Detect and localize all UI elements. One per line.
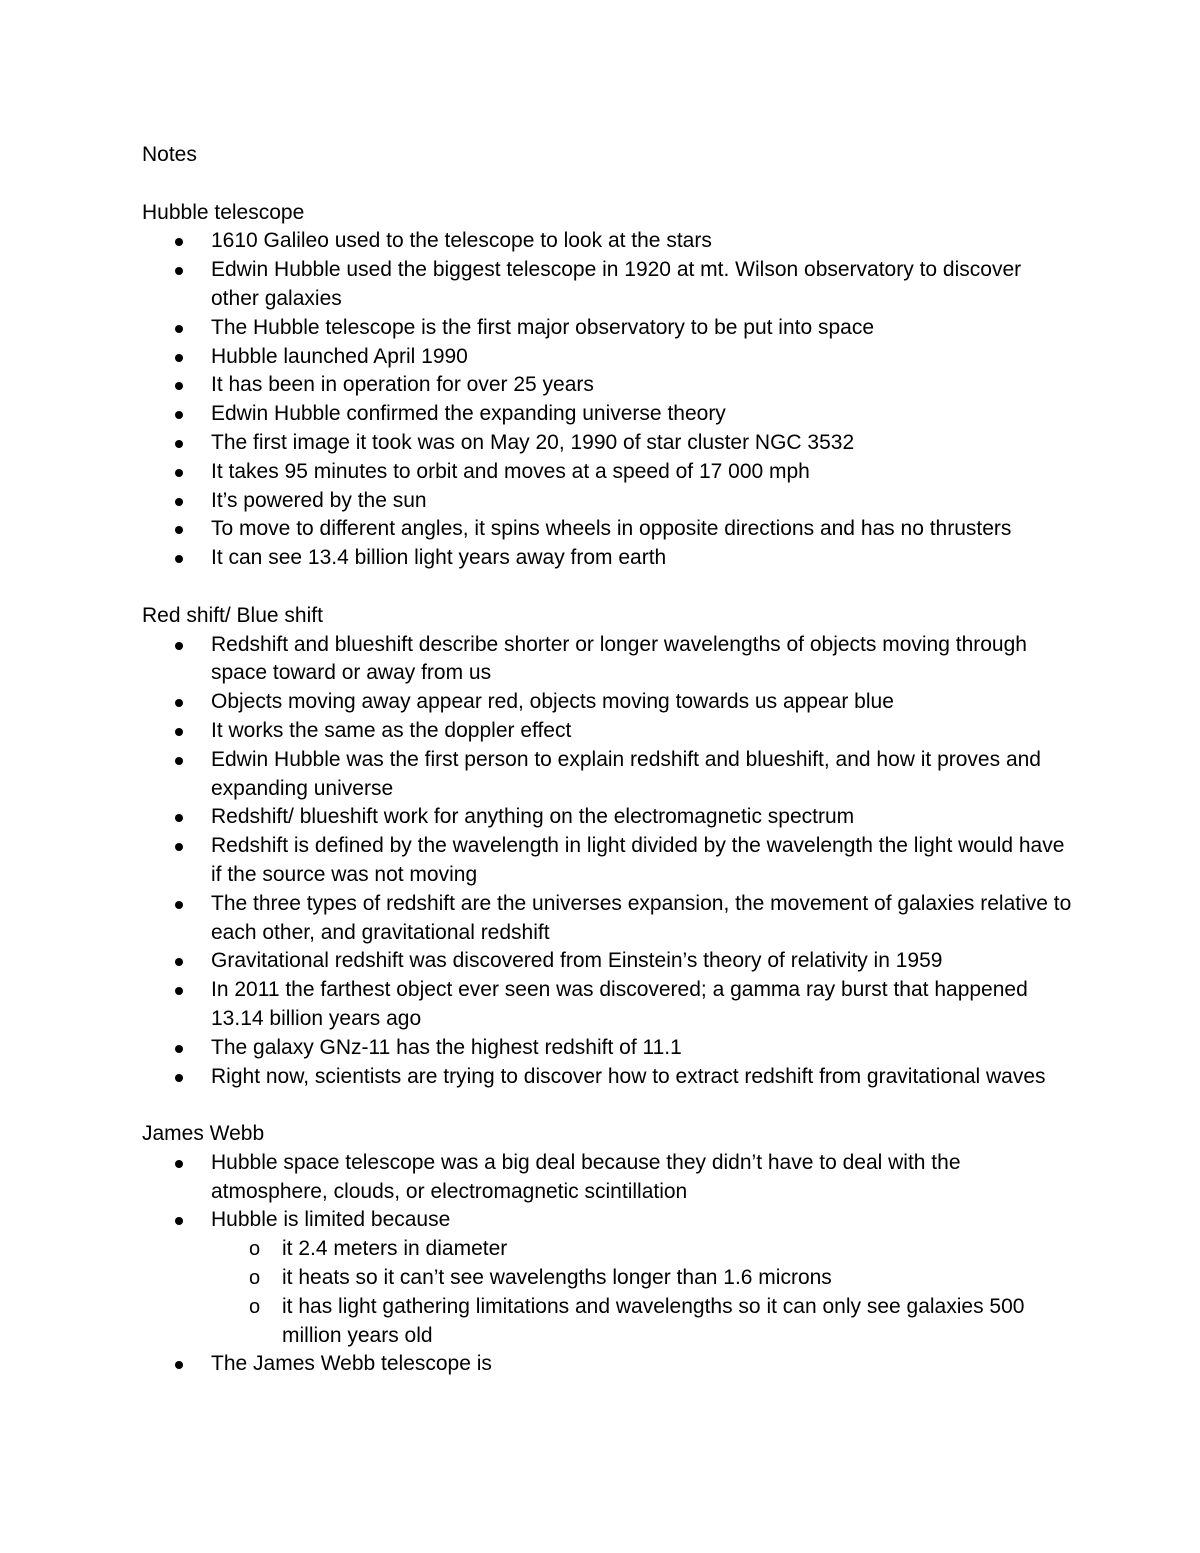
section-heading-james-webb: James Webb bbox=[142, 1122, 265, 1146]
bullet-icon bbox=[175, 411, 183, 419]
list-item-text: Redshift/ blueshift work for anything on the electromagnetic spectrum bbox=[211, 805, 855, 829]
list-item-text: Redshift is defined by the wavelength in light divided by the wavelength the light would have if the source was not moving bbox=[211, 834, 1065, 886]
list-item-text: Edwin Hubble used the biggest telescope in 1920 at mt. Wilson observatory to discover other galaxies bbox=[211, 258, 1022, 310]
blank-line bbox=[142, 170, 1072, 199]
list-item-text: It’s powered by the sun bbox=[211, 488, 427, 512]
list-item-text: Hubble is limited because bbox=[211, 1208, 451, 1232]
list-item bbox=[142, 832, 1072, 890]
list-item bbox=[142, 371, 1072, 400]
list-item bbox=[142, 227, 1072, 256]
sub-list-item-text: it heats so it can’t see wavelengths longer than 1.6 microns bbox=[282, 1266, 832, 1290]
bullet-icon bbox=[175, 267, 183, 275]
bullet-icon bbox=[175, 901, 183, 909]
list-item bbox=[142, 1063, 1072, 1092]
list-item bbox=[142, 890, 1072, 948]
bullet-icon bbox=[175, 699, 183, 707]
list-item-text: It takes 95 minutes to orbit and moves at a speed of 17 000 mph bbox=[211, 459, 810, 483]
circle-bullet-icon: o bbox=[249, 1295, 261, 1318]
list-item-text: Hubble space telescope was a big deal because they didn’t have to deal with the atmosphere, clouds, or electromagnetic scintillation bbox=[211, 1150, 961, 1203]
list-item-text: Edwin Hubble confirmed the expanding universe theory bbox=[211, 402, 726, 426]
bullet-icon bbox=[175, 843, 183, 851]
list-item bbox=[142, 1350, 1072, 1379]
blank-line bbox=[142, 1091, 1072, 1120]
bullet-icon bbox=[175, 526, 183, 534]
list-item-text: To move to different angles, it spins wheels in opposite directions and has no thrusters bbox=[211, 517, 1012, 541]
list-item bbox=[142, 343, 1072, 372]
list-item bbox=[142, 746, 1072, 804]
bullet-icon bbox=[175, 757, 183, 765]
bullet-icon bbox=[175, 642, 183, 650]
list-item bbox=[142, 1206, 1072, 1350]
bullet-icon bbox=[175, 728, 183, 736]
list-item-text: 1610 Galileo used to the telescope to look at the stars bbox=[211, 229, 712, 253]
list-item bbox=[142, 1149, 1072, 1207]
blank-line bbox=[142, 573, 1072, 602]
list-item-text: Redshift and blueshift describe shorter or longer wavelengths of objects moving through space toward or away from us bbox=[211, 632, 1027, 685]
bullet-icon bbox=[175, 325, 183, 333]
list-item bbox=[142, 429, 1072, 458]
bullet-icon bbox=[175, 382, 183, 390]
list-item-text: It has been in operation for over 25 years bbox=[211, 373, 594, 397]
bullet-icon bbox=[175, 238, 183, 246]
redshift-bullet-list bbox=[142, 631, 1072, 1092]
bullet-icon bbox=[175, 1217, 183, 1225]
sub-list-item bbox=[142, 1264, 1072, 1293]
list-item-text: In 2011 the farthest object ever seen was discovered; a gamma ray burst that happened 13.14 billion years ago bbox=[211, 978, 1028, 1030]
bullet-icon bbox=[175, 498, 183, 506]
bullet-icon bbox=[175, 469, 183, 477]
list-item-text: The three types of redshift are the universes expansion, the movement of galaxies relative to each other, and gravitational redshift bbox=[211, 891, 1072, 944]
hubble-limits-sublist bbox=[211, 1235, 1072, 1350]
sub-list-item-text: it has light gathering limitations and wavelengths so it can only see galaxies 500 million years old bbox=[282, 1294, 1025, 1347]
list-item-text: The Hubble telescope is the first major observatory to be put into space bbox=[211, 315, 875, 339]
list-item bbox=[142, 803, 1072, 832]
section-heading-redshift: Red shift/ Blue shift bbox=[142, 603, 323, 627]
list-item-text: Objects moving away appear red, objects moving towards us appear blue bbox=[211, 690, 894, 714]
list-item bbox=[142, 544, 1072, 573]
list-item bbox=[142, 688, 1072, 717]
list-item bbox=[142, 256, 1072, 314]
list-item bbox=[142, 947, 1072, 976]
sub-list-item-text: it 2.4 meters in diameter bbox=[282, 1237, 508, 1261]
hubble-bullet-list bbox=[142, 227, 1072, 573]
bullet-icon bbox=[175, 958, 183, 966]
list-item-text: Edwin Hubble was the first person to explain redshift and blueshift, and how it proves and expanding universe bbox=[211, 747, 1041, 800]
document-page bbox=[142, 141, 1072, 1379]
bullet-icon bbox=[175, 555, 183, 563]
bullet-icon bbox=[175, 1160, 183, 1168]
list-item-text: Hubble launched April 1990 bbox=[211, 344, 468, 368]
list-item-text: It works the same as the doppler effect bbox=[211, 718, 572, 742]
bullet-icon bbox=[175, 1045, 183, 1053]
list-item bbox=[142, 487, 1072, 516]
list-item bbox=[142, 515, 1072, 544]
list-item-text: The galaxy GNz-11 has the highest redshift of 11.1 bbox=[211, 1035, 682, 1059]
circle-bullet-icon: o bbox=[249, 1267, 261, 1290]
bullet-icon bbox=[175, 1361, 183, 1369]
circle-bullet-icon: o bbox=[249, 1238, 261, 1261]
list-item bbox=[142, 717, 1072, 746]
james-webb-bullet-list bbox=[142, 1149, 1072, 1379]
list-item-text: The James Webb telescope is bbox=[211, 1352, 492, 1376]
bullet-icon bbox=[175, 440, 183, 448]
sub-list-item bbox=[142, 1293, 1072, 1351]
bullet-icon bbox=[175, 987, 183, 995]
section-heading-hubble: Hubble telescope bbox=[142, 200, 305, 224]
list-item-text: Gravitational redshift was discovered from Einstein’s theory of relativity in 1959 bbox=[211, 949, 943, 973]
list-item-text: Right now, scientists are trying to discover how to extract redshift from gravitational waves bbox=[211, 1064, 1046, 1088]
list-item bbox=[142, 314, 1072, 343]
page-title: Notes bbox=[142, 143, 197, 166]
bullet-icon bbox=[175, 814, 183, 822]
list-item bbox=[142, 458, 1072, 487]
bullet-icon bbox=[175, 1074, 183, 1082]
list-item bbox=[142, 1034, 1072, 1063]
list-item bbox=[142, 631, 1072, 689]
list-item-text: It can see 13.4 billion light years away from earth bbox=[211, 546, 667, 570]
list-item bbox=[142, 976, 1072, 1034]
list-item-text: The first image it took was on May 20, 1990 of star cluster NGC 3532 bbox=[211, 430, 855, 454]
sub-list-item bbox=[142, 1235, 1072, 1264]
list-item bbox=[142, 400, 1072, 429]
bullet-icon bbox=[175, 354, 183, 362]
